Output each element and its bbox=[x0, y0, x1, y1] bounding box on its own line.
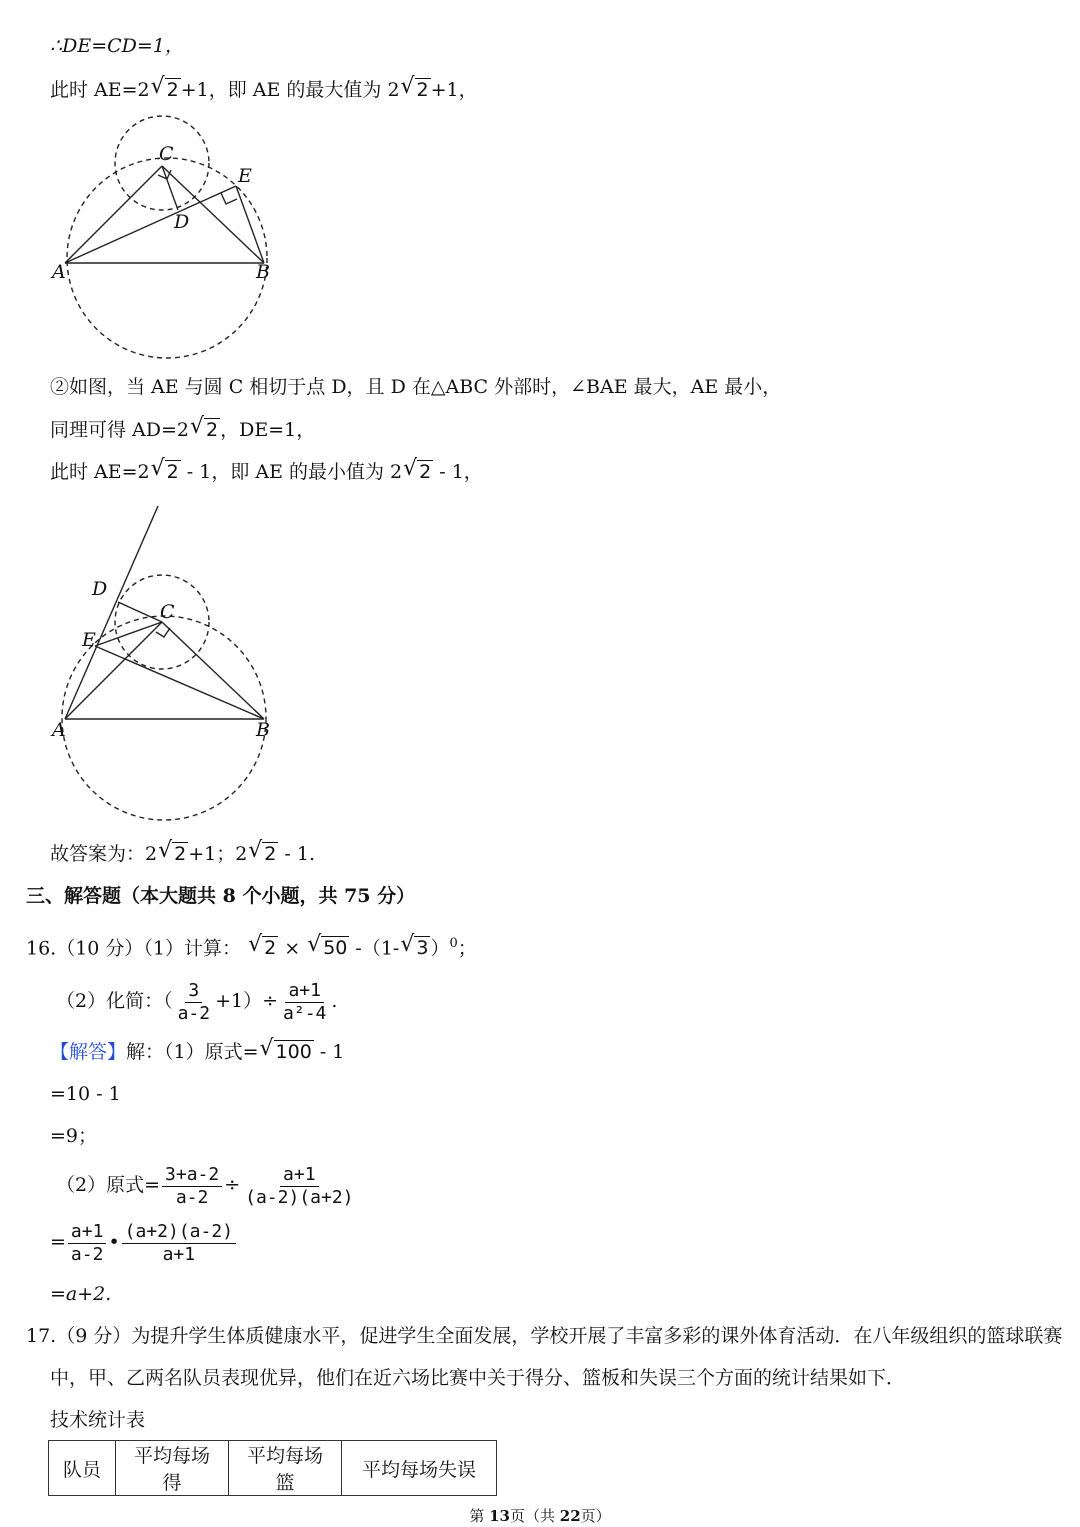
text-segment: +1）÷ bbox=[215, 990, 279, 1012]
answer-line-4 bbox=[56, 1160, 359, 1210]
stat-table bbox=[48, 1440, 497, 1496]
segment-dc bbox=[118, 602, 162, 622]
answer-line-5 bbox=[50, 1217, 238, 1267]
text-line bbox=[50, 458, 483, 486]
label-b: B bbox=[256, 719, 270, 741]
radical: √ 2 bbox=[248, 840, 278, 868]
text-segment: 此时 AE=2 bbox=[50, 79, 150, 101]
label-b: B bbox=[256, 261, 270, 283]
answer-line-2: =10 - 1 bbox=[50, 1083, 121, 1105]
segment-eb bbox=[236, 186, 264, 263]
page-footer bbox=[0, 1505, 1080, 1526]
question-16-part-2 bbox=[56, 975, 337, 1027]
text-segment: +1；2 bbox=[188, 843, 248, 865]
text-segment: （2）原式= bbox=[56, 1174, 161, 1196]
geometry-figure-1 bbox=[40, 108, 300, 368]
text-segment: - 1. bbox=[278, 843, 316, 865]
label-d: D bbox=[92, 578, 108, 600]
segment-cb bbox=[162, 622, 264, 719]
text-segment: 解：（1）原式= bbox=[126, 1041, 259, 1063]
section-heading: 三、解答题（本大题共 8 个小题，共 75 分） bbox=[26, 885, 416, 907]
answer-line-3: =9； bbox=[50, 1125, 98, 1147]
text-segment: = bbox=[50, 1231, 66, 1253]
text-segment: 16.（10 分）（1）计算： bbox=[26, 937, 242, 960]
table-title: 技术统计表 bbox=[50, 1409, 146, 1431]
text-segment: ÷ bbox=[224, 1174, 241, 1196]
text-line bbox=[50, 76, 478, 104]
segment-ae bbox=[65, 186, 236, 263]
table-header-cell: 队员 bbox=[49, 1441, 116, 1496]
footer-text: 第 bbox=[469, 1507, 490, 1525]
text-segment: ） bbox=[430, 937, 450, 960]
page-total: 22 bbox=[559, 1507, 581, 1525]
answer-line-1 bbox=[50, 1038, 344, 1066]
text-line bbox=[50, 416, 315, 444]
text-segment: -（1- bbox=[355, 937, 400, 960]
question-17-line-2: 中，甲、乙两名队员表现优异，他们在近六场比赛中关于得分、篮板和失误三个方面的统计结果如下． bbox=[50, 1367, 906, 1389]
right-angle-e bbox=[221, 193, 237, 204]
radical: √ 2 bbox=[248, 934, 278, 962]
table-header-cell: 平均每场篮 bbox=[229, 1441, 342, 1496]
table-header-cell: 平均每场得 bbox=[116, 1441, 229, 1496]
text-segment: - 1 bbox=[313, 1041, 345, 1063]
radical: √ 2 bbox=[190, 416, 220, 444]
text-segment: - 1， bbox=[433, 461, 483, 483]
label-a: A bbox=[52, 261, 66, 283]
footer-text: 页） bbox=[580, 1507, 611, 1525]
fraction: $\frac{3+a-2}{a-2}$ bbox=[162, 1164, 222, 1209]
text-segment: • bbox=[108, 1231, 120, 1253]
text-line bbox=[50, 840, 315, 868]
table-header-row bbox=[49, 1441, 497, 1496]
footer-text: 页（共 bbox=[509, 1507, 560, 1525]
label-c: C bbox=[160, 601, 175, 623]
fraction: $\frac{a+1}{a-2}$ bbox=[68, 1221, 107, 1266]
text-segment: +1，即 AE 的最大值为 2 bbox=[180, 79, 400, 101]
radical: √ 2 bbox=[401, 76, 431, 104]
text-segment: （2）化简：（ bbox=[56, 990, 173, 1012]
table-header-cell: 平均每场失误 bbox=[342, 1441, 497, 1496]
radical: √ 2 bbox=[151, 76, 181, 104]
fraction: $\frac{a+1}{\text{a²-4}}$ bbox=[283, 979, 327, 1024]
label-e: E bbox=[238, 165, 252, 187]
segment-eb bbox=[95, 646, 264, 719]
question-17-line-1: 17.（9 分）为提升学生体质健康水平，促进学生全面发展，学校开展了丰富多彩的课外体育活动．在八年级组织的篮球联赛 bbox=[26, 1325, 1063, 1347]
label-c: C bbox=[159, 143, 174, 165]
text-segment: 同理可得 AD=2 bbox=[50, 419, 190, 441]
text-segment: ，DE=1， bbox=[220, 419, 316, 441]
text-segment: 此时 AE=2 bbox=[50, 461, 150, 483]
text-segment: ； bbox=[457, 937, 477, 960]
answer-tag: 【解答】 bbox=[50, 1041, 127, 1063]
geometry-figure-2 bbox=[40, 500, 300, 825]
radical: √ 100 bbox=[260, 1038, 314, 1066]
segment-ac bbox=[65, 166, 162, 263]
label-a: A bbox=[52, 719, 66, 741]
radical: √ 2 bbox=[151, 458, 181, 486]
line-ad bbox=[65, 506, 158, 719]
radical: √ 50 bbox=[307, 934, 349, 962]
segment-ac bbox=[65, 622, 162, 719]
radical: √ 2 bbox=[158, 840, 188, 868]
text-segment: 故答案为：2 bbox=[50, 843, 158, 865]
text-segment: - 1，即 AE 的最小值为 2 bbox=[180, 461, 403, 483]
exponent: 0 bbox=[449, 936, 458, 951]
answer-line-6: =a+2. bbox=[50, 1283, 112, 1305]
label-e: E bbox=[82, 629, 96, 651]
page-number: 13 bbox=[489, 1507, 510, 1525]
text-segment: +1， bbox=[430, 79, 478, 101]
text-segment: . bbox=[331, 990, 338, 1012]
text-line: ②如图，当 AE 与圆 C 相切于点 D，且 D 在△ABC 外部时，∠BAE 最大，AE 最小， bbox=[50, 376, 782, 398]
radical: √ 2 bbox=[403, 458, 433, 486]
fraction: $\frac{3}{a-2}$ bbox=[177, 979, 211, 1024]
text-line: ∴DE=CD=1， bbox=[50, 35, 184, 57]
radical: √ 3 bbox=[400, 934, 430, 962]
right-angle-c bbox=[156, 628, 170, 637]
label-d: D bbox=[174, 211, 190, 233]
fraction: $\frac{a+1}{(a-2)(a+2)}$ bbox=[245, 1163, 354, 1208]
fraction: $\frac{(a+2)(a-2)}{a+1}$ bbox=[122, 1221, 236, 1266]
text-segment: × bbox=[284, 937, 301, 960]
question-16-part-1 bbox=[26, 930, 477, 962]
